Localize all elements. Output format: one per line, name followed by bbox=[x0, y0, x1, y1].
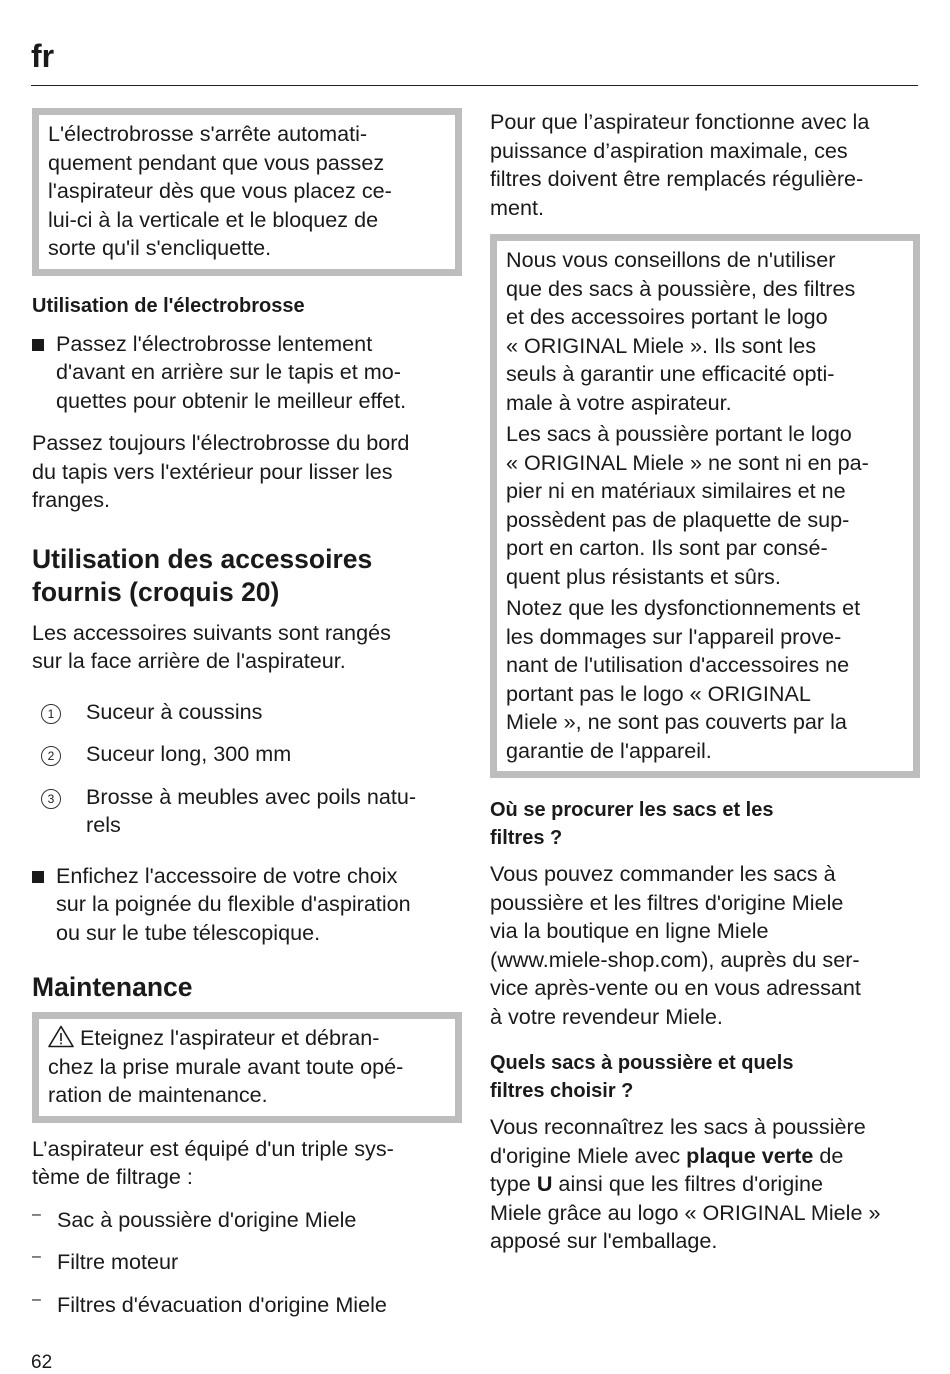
bullet-text: Passez l'électrobrosse lentement d'avant en arrière sur le tapis et mo- quettes pour obtenir le meilleur effet. bbox=[56, 330, 407, 413]
info-box-text: Notez que les dysfonctionnements et les dommages sur l'appareil prove- nant de l'utilisation d'accessoires ne portant pas le logo « ORIGINAL Miele », ne sont pas couverts par la garantie de l'appareil. bbox=[506, 595, 861, 763]
header-rule bbox=[31, 85, 918, 86]
bullet-item bbox=[32, 862, 462, 948]
paragraph: Les accessoires suivants sont rangés sur la face arrière de l'aspirateur. bbox=[32, 619, 391, 673]
dash-list-item bbox=[32, 1248, 462, 1277]
circled-number: 1 bbox=[41, 704, 61, 724]
circled-number: 3 bbox=[41, 789, 61, 809]
numbered-item bbox=[32, 698, 462, 727]
numbered-item bbox=[32, 740, 462, 769]
subheading-electrobrush-use: Utilisation de l'électrobrosse bbox=[32, 294, 305, 317]
info-box-original-miele bbox=[490, 234, 920, 778]
paragraph: Vous pouvez commander les sacs à poussière et les filtres d'origine Miele via la boutique en ligne Miele (www.miele-shop.com), auprès du ser- vice après-vente ou en vous adressant à votre revendeur Miele. bbox=[490, 861, 861, 1029]
language-label: fr bbox=[31, 38, 55, 74]
page-number: 62 bbox=[31, 1352, 53, 1373]
section-heading-accessories: Utilisation des accessoires fournis (croquis 20) bbox=[32, 543, 373, 607]
dash-marker: – bbox=[32, 1248, 41, 1265]
circled-number: 2 bbox=[41, 746, 61, 766]
bullet-text: Enfichez l'accessoire de votre choix sur la poignée du flexible d'aspiration ou sur le tube télescopique. bbox=[56, 862, 411, 945]
bold-text-type-u: U bbox=[536, 1171, 553, 1196]
info-box-autostop bbox=[32, 108, 462, 276]
left-column bbox=[32, 108, 462, 1319]
numbered-item bbox=[32, 783, 462, 840]
paragraph: L’aspirateur est équipé d'un triple sys- tème de filtrage : bbox=[32, 1135, 394, 1189]
paragraph: Passez toujours l'électrobrosse du bord du tapis vers l'extérieur pour lisser les franges. bbox=[32, 430, 410, 512]
dash-item-text: Sac à poussière d'origine Miele bbox=[57, 1206, 357, 1232]
warning-paragraph bbox=[48, 1024, 446, 1110]
dash-marker: – bbox=[32, 1290, 41, 1308]
section-heading-maintenance: Maintenance bbox=[32, 972, 193, 1002]
subheading-which-bags: Quels sacs à poussière et quels filtres choisir ? bbox=[490, 1052, 794, 1102]
dash-list-item bbox=[32, 1291, 462, 1320]
info-box-text: Nous vous conseillons de n'utiliser que des sacs à poussière, des filtres et des accessoires portant le logo « ORIGINAL Miele ». Ils sont les seuls à garantir une efficacité opti- male à votre aspirateur. bbox=[506, 247, 856, 415]
right-column bbox=[490, 108, 920, 1256]
info-box-text: L'électrobrosse s'arrête automati- quement pendant que vous passez l'aspirateur dès que vous placez ce- lui-ci à la verticale et le bloquez de sorte qu'il s'encliquette. bbox=[48, 121, 392, 260]
numbered-item-text: Suceur à coussins bbox=[86, 698, 263, 724]
numbered-item-text: Brosse à meubles avec poils natu- rels bbox=[86, 783, 417, 837]
bullet-item bbox=[32, 330, 462, 416]
paragraph bbox=[490, 1113, 920, 1256]
warning-box bbox=[32, 1012, 462, 1123]
dash-item-text: Filtre moteur bbox=[57, 1249, 179, 1274]
paragraph: Pour que l’aspirateur fonctionne avec la puissance d’aspiration maximale, ces filtres doivent être remplacés régulière- ment. bbox=[490, 109, 870, 220]
warning-triangle-icon bbox=[48, 1025, 74, 1048]
dash-list-item bbox=[32, 1206, 462, 1235]
info-box-text: Les sacs à poussière portant le logo « ORIGINAL Miele » ne sont ni en pa- pier ni en matériaux similaires et ne possèdent pas de plaquette de sup- port en carton. Ils sont par consé- quent plus résistants et sûrs. bbox=[506, 421, 869, 589]
text-run: de type bbox=[490, 1142, 844, 1196]
text-run: ainsi que les filtres d'origine Miele grâce au logo « ORIGINAL Miele » apposé sur l'emballage. bbox=[490, 1171, 881, 1253]
dash-marker: – bbox=[32, 1205, 41, 1223]
text-run: Vous reconnaîtrez les sacs à poussière d'origine Miele avec bbox=[490, 1114, 866, 1168]
numbered-item-text: Suceur long, 300 mm bbox=[86, 741, 292, 766]
bold-text-green-plate: plaque verte bbox=[686, 1142, 814, 1168]
bullet-square-icon bbox=[32, 339, 44, 351]
subheading-where-to-buy: Où se procurer les sacs et les filtres ? bbox=[490, 799, 774, 849]
dash-item-text: Filtres d'évacuation d'origine Miele bbox=[57, 1291, 387, 1317]
warning-text: Eteignez l'aspirateur et débran- chez la prise murale avant toute opé- ration de maintenance. bbox=[48, 1025, 404, 1107]
bullet-square-icon bbox=[32, 871, 44, 883]
